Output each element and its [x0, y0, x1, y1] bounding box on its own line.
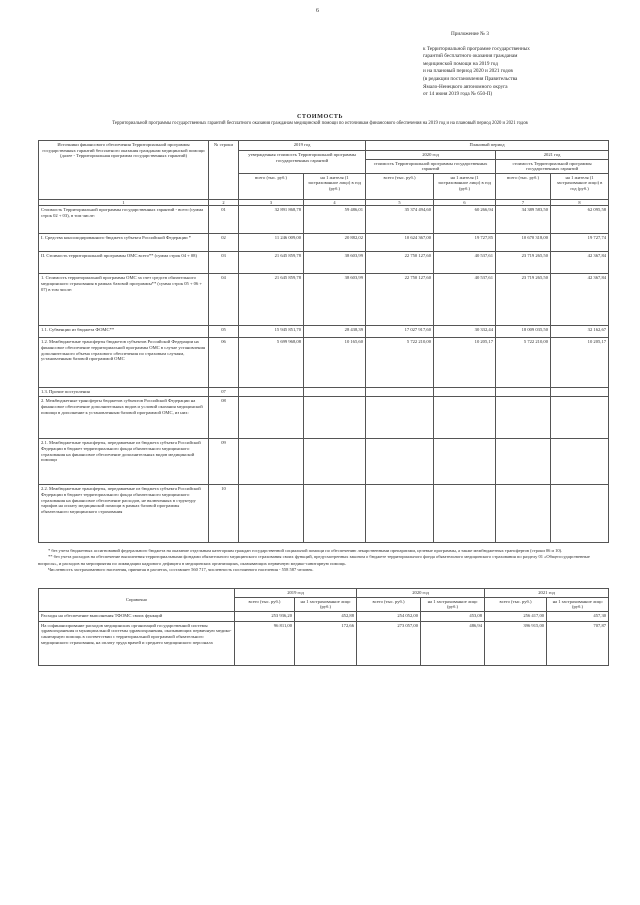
table-row [39, 439, 609, 485]
header-total-2019: всего (тыс. руб.) [239, 173, 304, 199]
table-row [39, 274, 609, 326]
row-no: 08 [209, 397, 239, 439]
cell-per-capita-2020: 40 537,61 [434, 252, 496, 274]
cell-per-capita-2020: 40 537,61 [434, 274, 496, 326]
header-total: всего (тыс. руб.) [357, 597, 421, 611]
cell-per-capita-2020: 19 727,85 [434, 234, 496, 252]
cell-per-capita-2019: 38 603,99 [304, 252, 366, 274]
cell-total-2019 [239, 388, 304, 397]
cell-per-insured-2021: 707,87 [547, 621, 609, 665]
row-no: 07 [209, 388, 239, 397]
cell-total-2021: 10 670 318,00 [496, 234, 551, 252]
row-no: 10 [209, 485, 239, 543]
header-total: всего (тыс. руб.) [235, 597, 295, 611]
header-total: всего (тыс. руб.) [485, 597, 547, 611]
row-label: 2.2. Межбюджетные трансферты, передаваемые из бюджета субъекта Российской Федерации в бюджет территориального фонда обязательного медицинского страхования на финансовое обеспечение расходов, не включенных в структуру тарифов на оплату медицинской помощи в рамках базовой программы обязательного медицинского страхования [39, 485, 209, 543]
cost-table [38, 140, 609, 543]
appendix-line: Ямало-Ненецкого автономного округа [423, 83, 508, 90]
cell-per-capita-2019: 38 603,99 [304, 274, 366, 326]
cell-total-2021: 23 719 265,50 [496, 252, 551, 274]
header-2020: 2020 год [366, 151, 496, 160]
cell-per-capita-2019: 59 486,01 [304, 206, 366, 234]
row-no: 04 [209, 274, 239, 326]
col-number: 8 [551, 199, 609, 206]
table-row [39, 388, 609, 397]
cell-total-2020 [366, 397, 434, 439]
header-2021: 2021 год [496, 151, 609, 160]
header-total-2020: всего (тыс. руб.) [366, 173, 434, 199]
col-number: 2 [209, 199, 239, 206]
table-row [39, 621, 609, 665]
cell-total-2021: 18 009 035,50 [496, 326, 551, 338]
cell-total-2020: 273 057,00 [357, 621, 421, 665]
cell-per-insured-2019: 172,66 [295, 621, 357, 665]
row-label: I. Средства консолидированного бюджета субъекта Российской Федерации * [39, 234, 209, 252]
appendix-line: от 14 июня 2019 года № 650-П) [423, 91, 493, 98]
cell-total-2019 [239, 485, 304, 543]
row-label: Расходы на обеспечение выполнения ТФОМС своих функций [39, 611, 235, 621]
header-per-capita-2021: на 1 жителя (1 застрахованное лицо) в год (руб.) [551, 173, 609, 199]
table-row [39, 252, 609, 274]
cell-total-2019 [239, 397, 304, 439]
cell-per-insured-2020: 486,94 [421, 621, 485, 665]
appendix-line: Приложение № 3 [451, 31, 489, 37]
col-number: 1 [39, 199, 209, 206]
header-total-2021: всего (тыс. руб.) [496, 173, 551, 199]
cell-total-2019 [239, 439, 304, 485]
cell-per-capita-2020 [434, 485, 496, 543]
table-row [39, 326, 609, 338]
cell-per-capita-2021 [551, 439, 609, 485]
row-label: Стоимость Территориальной программы государственных гарантий - всего (сумма строк 02 + 03), в том числе: [39, 206, 209, 234]
header-per-insured: на 1 застрахованное лицо (руб.) [421, 597, 485, 611]
cell-total-2020: 5 722 210,00 [366, 338, 434, 388]
row-label: 2. Межбюджетные трансферты бюджетов субъектов Российской Федерации на финансовое обеспечение дополнительных видов и условий оказания медицинской помощи в дополнение к установленным базовой программой ОМС, из них: [39, 397, 209, 439]
cell-total-2019: 21 645 859,78 [239, 252, 304, 274]
reference-table [38, 588, 609, 666]
header-cost-2020: стоимость Территориальной программы государственных гарантий [366, 159, 496, 173]
appendix-line: (в редакции постановления Правительства [423, 75, 518, 82]
cell-total-2021: 396 915,00 [485, 621, 547, 665]
header-2019: 2019 год [235, 589, 357, 598]
table-row [39, 206, 609, 234]
row-no: 06 [209, 338, 239, 388]
header-2019: 2019 год [239, 141, 366, 151]
cell-total-2020 [366, 388, 434, 397]
cell-per-capita-2020: 30 332,44 [434, 326, 496, 338]
appendix-header [423, 31, 613, 99]
cell-per-capita-2021: 10 205,17 [551, 338, 609, 388]
cell-total-2019: 96 811,00 [235, 621, 295, 665]
header-row-no: № строки [209, 141, 239, 200]
appendix-line: медицинской помощи на 2019 год [423, 60, 498, 67]
header-approved-cost: утвержденная стоимость Территориальной программы государственных гарантий [239, 151, 366, 174]
cell-per-capita-2020 [434, 439, 496, 485]
cell-total-2019: 11 246 009,00 [239, 234, 304, 252]
header-2021: 2021 год [485, 589, 609, 598]
cell-per-capita-2019 [304, 397, 366, 439]
cell-per-capita-2020: 60 266,94 [434, 206, 496, 234]
row-no: 01 [209, 206, 239, 234]
page-number: 6 [316, 8, 319, 14]
header-per-insured: на 1 застрахованное лицо (руб.) [547, 597, 609, 611]
cell-per-capita-2021: 42 367,84 [551, 252, 609, 274]
cell-total-2021: 256 417,00 [485, 611, 547, 621]
cell-total-2020: 22 750 127,60 [366, 274, 434, 326]
cell-total-2019: 21 645 859,78 [239, 274, 304, 326]
cell-total-2020: 17 027 917,60 [366, 326, 434, 338]
col-number: 3 [239, 199, 304, 206]
footnotes [38, 548, 606, 574]
cell-total-2019: 32 891 868,78 [239, 206, 304, 234]
header-cost-2021: стоимость Территориальной программы государственных гарантий [496, 159, 609, 173]
cell-total-2021: 5 722 210,00 [496, 338, 551, 388]
cell-total-2021: 23 719 265,50 [496, 274, 551, 326]
cell-per-capita-2020 [434, 388, 496, 397]
col-number: 5 [366, 199, 434, 206]
header-reference: Справочно [39, 589, 235, 612]
footnote: * без учета бюджетных ассигнований федерального бюджета на оказание отдельным категориям граждан государственной социальной помощи по обеспечению лекарственными препаратами, целевые программы, а также межбюджетных трансфертов (строки 06 и 10). [48, 548, 563, 553]
cell-total-2020: 254 052,00 [357, 611, 421, 621]
header-planned: Плановый период [366, 141, 609, 151]
col-number: 6 [434, 199, 496, 206]
row-label: 2.1. Межбюджетные трансферты, передаваемые из бюджета субъекта Российской Федерации в бюджет территориального фонда обязательного медицинского страхования на финансовое обеспечение дополнительных видов медицинской помощи [39, 439, 209, 485]
table-row [39, 611, 609, 621]
cell-per-capita-2019 [304, 388, 366, 397]
table-row [39, 338, 609, 388]
footnote: ** без учета расходов на обеспечение выполнения территориальными фондами обязательного медицинского страхования своих функций, предусмотренных законом о бюджете территориального фонда обязательного медицинского страхования по разделу 01 «Общегосударственные вопросы», и расходов на мероприятия по ликвидации кадрового дефицита в медицинских организациях, оказывающих первичную медико-санитарную помощь. [38, 554, 590, 566]
cell-per-capita-2020: 10 205,17 [434, 338, 496, 388]
cell-total-2021 [496, 397, 551, 439]
row-label: II. Стоимость территориальной программы ОМС всего** (сумма строк 04 + 08) [39, 252, 209, 274]
appendix-line: гарантий бесплатного оказания гражданам [423, 53, 518, 60]
table-row [39, 234, 609, 252]
cell-total-2021 [496, 439, 551, 485]
cell-per-capita-2021: 42 367,84 [551, 274, 609, 326]
cell-total-2020: 35 374 494,60 [366, 206, 434, 234]
cell-per-capita-2020 [434, 397, 496, 439]
cell-total-2020 [366, 485, 434, 543]
cell-total-2019: 15 945 851,70 [239, 326, 304, 338]
row-label: 1. Стоимость территориальной программы ОМС за счет средств обязательного медицинского страхования в рамках базовой программы** (сумма строк 05 + 06 + 07) в том числе: [39, 274, 209, 326]
col-number: 4 [304, 199, 366, 206]
table-row [39, 397, 609, 439]
cell-total-2019: 253 936,20 [235, 611, 295, 621]
header-per-capita-2020: на 1 жителя (1 застрахованное лицо) в год (руб.) [434, 173, 496, 199]
cell-per-capita-2019 [304, 485, 366, 543]
cell-total-2021: 34 389 583,50 [496, 206, 551, 234]
header-per-capita-2019: на 1 жителя (1 застрахованное лицо) в год (руб.) [304, 173, 366, 199]
row-label: 1.3. Прочие поступления [39, 388, 209, 397]
header-per-insured: на 1 застрахованное лицо (руб.) [295, 597, 357, 611]
cell-per-capita-2021 [551, 388, 609, 397]
cell-total-2019: 5 699 968,08 [239, 338, 304, 388]
cell-per-capita-2021: 32 162,67 [551, 326, 609, 338]
row-no: 03 [209, 252, 239, 274]
header-2020: 2020 год [357, 589, 485, 598]
document-subtitle: Территориальной программы государственных гарантий бесплатного оказания гражданам медицинской помощи по источникам финансового обеспечения на 2019 год и на плановый период 2020 и 2021 годов [112, 121, 528, 126]
cell-total-2021 [496, 388, 551, 397]
row-no: 05 [209, 326, 239, 338]
row-label: 1.1. Субвенции из бюджета ФОМС** [39, 326, 209, 338]
row-label: На софинансирование расходов медицинских организаций государственной системы здравоохранения и муниципальной системы здравоохранения, оказывающих первичную медико-санитарную помощь в соответствии с территориальной программой обязательного медицинского страхования, на оплату труда врачей и среднего медицинского персонала [39, 621, 235, 665]
cell-per-capita-2019: 10 165,60 [304, 338, 366, 388]
cell-total-2020: 10 624 367,00 [366, 234, 434, 252]
appendix-line: и на плановый период 2020 и 2021 годов [423, 68, 513, 75]
document-title: СТОИМОСТЬ [296, 113, 344, 120]
row-label: 1.2. Межбюджетные трансферты бюджетов субъектов Российской Федерации на финансовое обеспечение территориальной программы ОМС в случае установления дополнительного объема страхового обеспечения по страховым случаям, установленным базовой программой ОМС [39, 338, 209, 388]
col-number: 7 [496, 199, 551, 206]
cell-per-capita-2021: 62 095,58 [551, 206, 609, 234]
row-no: 09 [209, 439, 239, 485]
cell-per-capita-2019: 20 882,02 [304, 234, 366, 252]
cell-total-2021 [496, 485, 551, 543]
cell-per-capita-2019: 28 438,39 [304, 326, 366, 338]
header-source: Источники финансового обеспечения Территориальной программы государственных гарантий бесплатного оказания гражданам медицинской помощи (далее - Территориальная программа государственных гарантий) [39, 141, 209, 200]
cell-per-capita-2019 [304, 439, 366, 485]
cell-per-capita-2021 [551, 485, 609, 543]
cell-per-capita-2021: 19 727,74 [551, 234, 609, 252]
table-row [39, 485, 609, 543]
cell-total-2020 [366, 439, 434, 485]
cell-per-capita-2021 [551, 397, 609, 439]
footnote: Численность застрахованного населения, принятая в расчетах, составляет 560 717, численность постоянного населения - 558 587 человек. [48, 567, 314, 573]
cell-per-insured-2020: 453,08 [421, 611, 485, 621]
cell-per-insured-2019: 452,88 [295, 611, 357, 621]
row-no: 02 [209, 234, 239, 252]
cell-total-2020: 22 750 127,60 [366, 252, 434, 274]
cell-per-insured-2021: 457,30 [547, 611, 609, 621]
appendix-line: к Территориальной программе государственных [423, 45, 530, 52]
